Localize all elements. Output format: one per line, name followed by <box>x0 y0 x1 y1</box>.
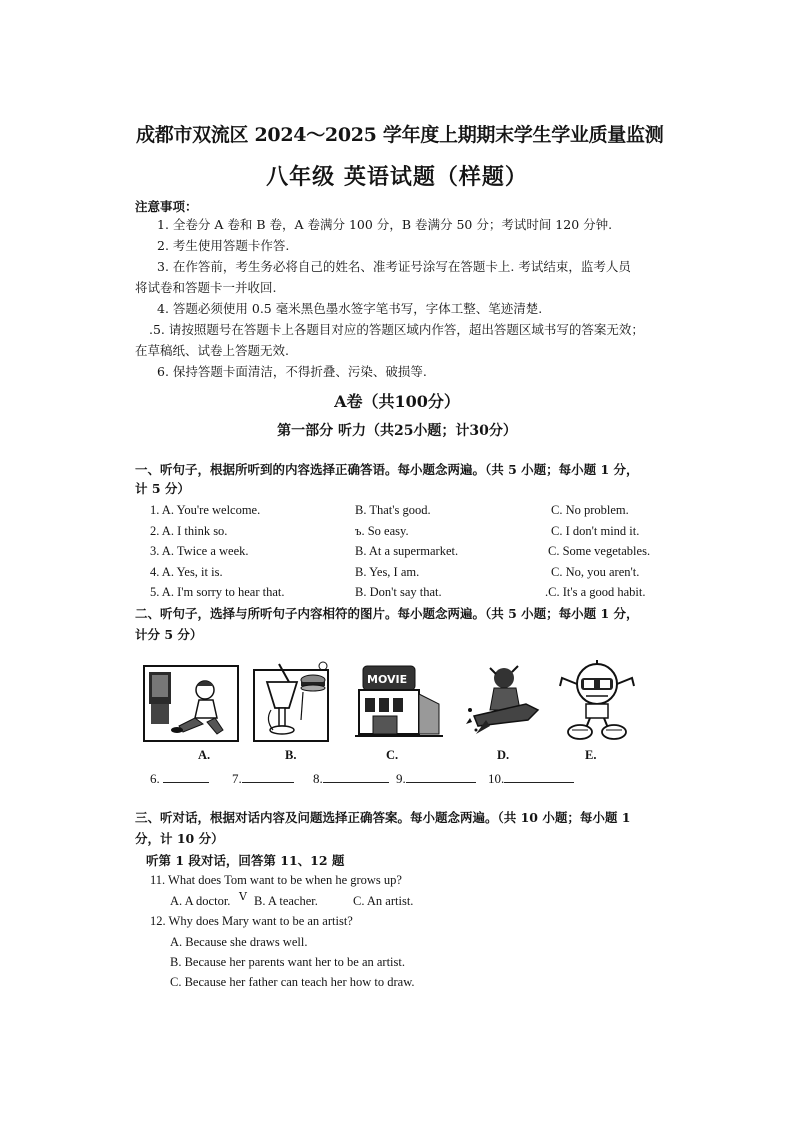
q11-option-b: B. A teacher. <box>254 894 318 908</box>
q3-subheading: 听第 1 段对话，回答第 11、12 题 <box>146 853 345 868</box>
exam-subtitle: 八年级 英语试题（样题） <box>266 164 528 190</box>
notice-line: .5. 请按照题号在答题卡上各题目对应的答题区域内作答，超出答题区域书写的答案无效； <box>149 322 644 337</box>
blank-number: 7. <box>232 771 242 786</box>
question-11: 11. What does Tom want to be when he grows up? <box>150 873 402 887</box>
blank-number: 10. <box>488 771 505 786</box>
picture-label-b: B. <box>285 748 297 762</box>
q12-option-a: A. Because she draws well. <box>170 935 308 949</box>
picture-label-d: D. <box>497 748 510 762</box>
movie-theater-icon <box>355 660 443 742</box>
picture-label-e: E. <box>585 748 597 762</box>
handwritten-mark: V <box>239 890 247 903</box>
rocket-boy-icon <box>466 660 542 742</box>
answer-blank-8[interactable] <box>313 770 389 787</box>
question-12: 12. Why does Mary want to be an artist? <box>150 914 353 928</box>
q12-option-c: C. Because her father can teach her how to draw. <box>170 975 415 989</box>
q2-heading-line2: 计分 5 分） <box>135 627 203 642</box>
q3-heading-line1: 三、听对话，根据对话内容及问题选择正确答案。每小题念两遍。（共 10 小题；每小题 1 <box>135 810 631 825</box>
q4-option-c: C. No, you aren't. <box>551 565 640 579</box>
answer-blank-9[interactable] <box>396 770 476 787</box>
q11-option-c: C. An artist. <box>353 894 414 908</box>
notice-line: 2. 考生使用答题卡作答. <box>157 238 290 253</box>
blank-number: 6. <box>150 771 160 786</box>
q1-option-a: 1. A. You're welcome. <box>150 503 261 517</box>
q3-heading-line2: 分，计 10 分） <box>135 831 224 846</box>
robot-icon <box>556 660 638 742</box>
q1-heading-line1: 一、听句子，根据所听到的内容选择正确答语。每小题念两遍。（共 5 小题；每小题 1 分， <box>135 462 639 477</box>
q1-heading-line2: 计 5 分） <box>135 481 190 496</box>
exam-title: 成都市双流区 2024～2025 学年度上期期末学生学业质量监测 <box>136 124 664 146</box>
answer-blank-7[interactable] <box>232 770 294 787</box>
answer-blank-10[interactable] <box>488 770 574 787</box>
notice-line: 将试卷和答题卡一并收回. <box>135 280 277 295</box>
notice-line: 3. 在作答前，考生务必将自己的姓名、准考证号涂写在答题卡上. 考试结束，监考人员 <box>157 259 631 274</box>
q2-heading-line1: 二、听句子，选择与所听句子内容相符的图片。每小题念两遍。（共 5 小题；每小题 1 分， <box>135 606 639 621</box>
q2-option-b: ъ. So easy. <box>355 524 409 538</box>
picture-label-a: A. <box>198 748 211 762</box>
picture-label-c: C. <box>386 748 399 762</box>
q5-option-c: .C. It's a good habit. <box>545 585 646 599</box>
q4-option-a: 4. A. Yes, it is. <box>150 565 223 579</box>
q4-option-b: B. Yes, I am. <box>355 565 420 579</box>
q3-option-b: B. At a supermarket. <box>355 544 459 558</box>
answer-blank-6[interactable] <box>150 770 209 787</box>
milkshake-hamburger-icon <box>253 660 333 742</box>
notice-line: 4. 答题必须使用 0.5 毫米黑色墨水签字笔书写，字体工整、笔迹清楚. <box>157 301 543 316</box>
q1-option-c: C. No problem. <box>551 503 629 517</box>
q5-option-b: B. Don't say that. <box>355 585 442 599</box>
q5-option-a: 5. A. I'm sorry to hear that. <box>150 585 285 599</box>
section-a-title: A卷（共100分） <box>334 392 460 411</box>
blank-number: 8. <box>313 771 323 786</box>
blank-number: 9. <box>396 771 406 786</box>
q1-option-b: B. That's good. <box>355 503 431 517</box>
q3-option-c: C. Some vegetables. <box>548 544 651 558</box>
q11-option-a: A. A doctor. <box>170 894 231 908</box>
notice-line: 6. 保持答题卡面清洁，不得折叠、污染、破损等. <box>157 364 427 379</box>
q12-option-b: B. Because her parents want her to be an artist. <box>170 955 405 969</box>
q3-option-a: 3. A. Twice a week. <box>150 544 249 558</box>
q2-option-c: C. I don't mind it. <box>551 524 640 538</box>
svg-text:MOVIE: MOVIE <box>367 673 408 686</box>
part-one-title: 第一部分 听力（共25小题；计30分） <box>277 423 517 439</box>
notice-heading: 注意事项： <box>135 199 198 214</box>
boy-watching-tv-icon <box>143 660 239 742</box>
q2-option-a: 2. A. I think so. <box>150 524 228 538</box>
notice-line: 1. 全卷分 A 卷和 B 卷，A 卷满分 100 分，B 卷满分 50 分；考试时间 120 分钟. <box>157 217 613 232</box>
notice-line: 在草稿纸、试卷上答题无效. <box>135 343 289 358</box>
